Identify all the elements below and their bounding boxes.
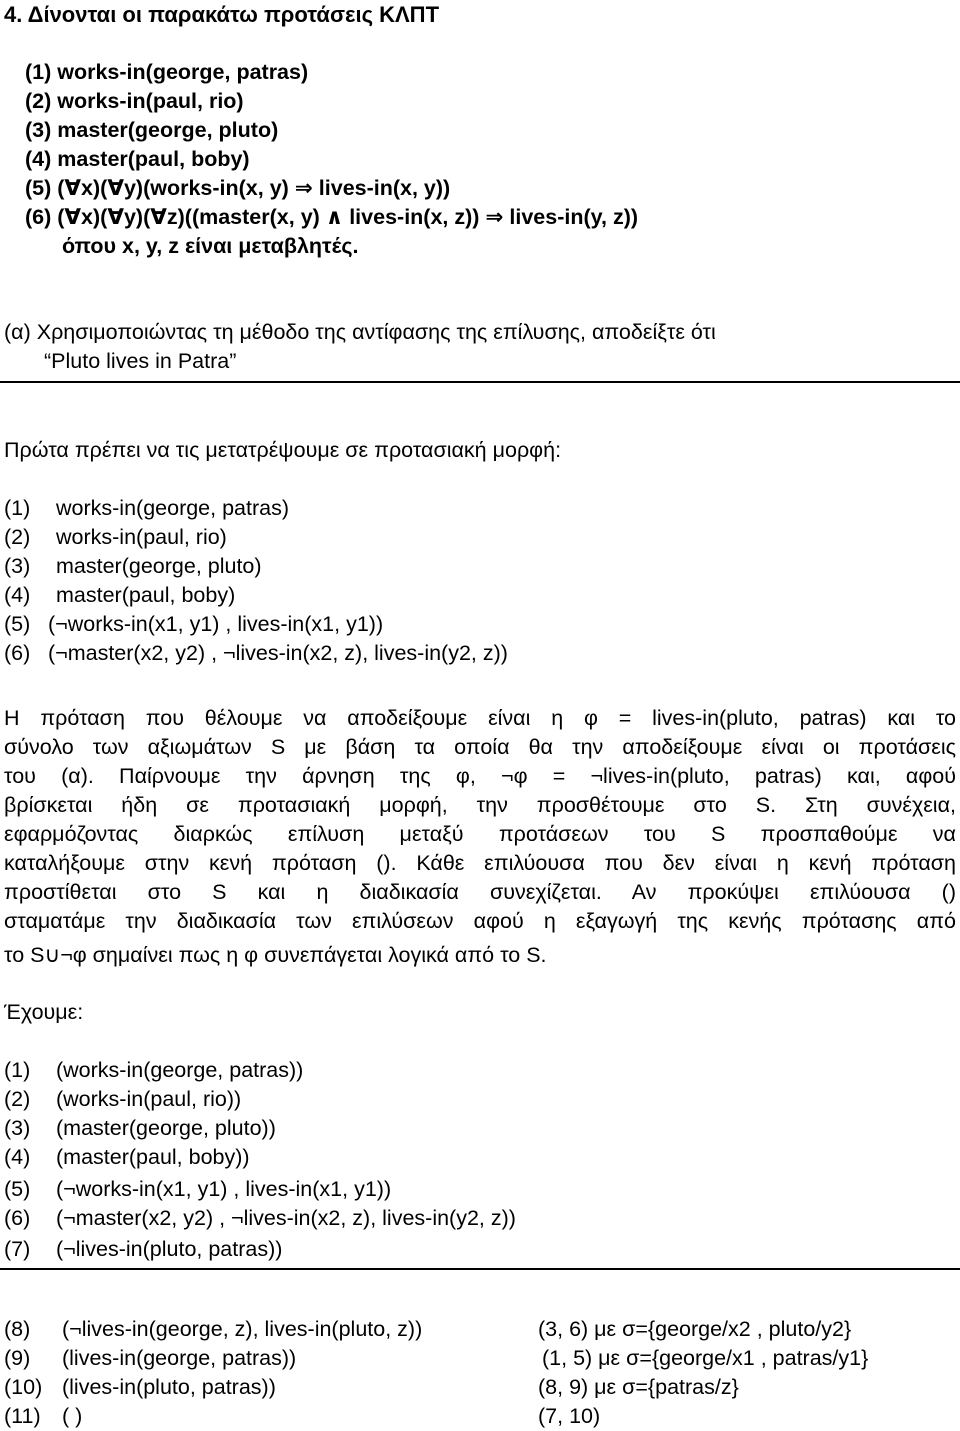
have-num: (3) [4, 1116, 31, 1140]
question-line-1: (α) Χρησιμοποιώντας τη μέθοδο της αντίφασης της επίλυσης, αποδείξτε ότι [4, 320, 716, 344]
clausal-text: master(george, pluto) [56, 554, 262, 578]
divider-top [0, 381, 960, 383]
have-num: (5) [4, 1177, 31, 1201]
have-text: (¬master(x2, y2) , ¬lives-in(x2, z), lives-in(y2, z)) [56, 1206, 516, 1230]
have-num: (4) [4, 1145, 31, 1169]
have-text: (master(george, pluto)) [56, 1116, 276, 1140]
have-text: (works-in(george, patras)) [56, 1058, 304, 1082]
explanation-line: εφαρμόζοντας διαρκώς επίλυση μεταξύ προτάσεων του S προσπαθούμε να [4, 822, 956, 846]
given-3: (3) master(george, pluto) [25, 118, 279, 142]
clausal-intro: Πρώτα πρέπει να τις μετατρέψουμε σε προτασιακή μορφή: [4, 438, 562, 462]
clausal-num: (6) [4, 641, 31, 665]
have-num: (2) [4, 1087, 31, 1111]
have-num: (1) [4, 1058, 31, 1082]
given-5: (5) (∀x)(∀y)(works-in(x, y) ⇒ lives-in(x, y)) [25, 176, 451, 200]
given-1: (1) works-in(george, patras) [25, 60, 309, 84]
step-source: (3, 6) με σ={george/x2 , pluto/y2} [538, 1317, 852, 1341]
have-text: (¬lives-in(pluto, patras)) [56, 1237, 283, 1261]
clausal-text: (¬works-in(x1, y1) , lives-in(x1, y1)) [48, 612, 384, 636]
step-text: (lives-in(pluto, patras)) [62, 1375, 276, 1399]
clausal-text: (¬master(x2, y2) , ¬lives-in(x2, z), lives-in(y2, z)) [48, 641, 508, 665]
clausal-num: (1) [4, 496, 31, 520]
explanation-line: βρίσκεται ήδη σε προτασιακή μορφή, την προσθέτουμε στο S. Στη συνέχεια, [4, 793, 956, 817]
step-num: (9) [4, 1346, 31, 1370]
step-text: (lives-in(george, patras)) [62, 1346, 297, 1370]
clausal-num: (2) [4, 525, 31, 549]
clausal-text: works-in(george, patras) [56, 496, 290, 520]
clausal-num: (4) [4, 583, 31, 607]
have-text: (works-in(paul, rio)) [56, 1087, 242, 1111]
clausal-num: (5) [4, 612, 31, 636]
exercise-title: 4. Δίνονται οι παρακάτω προτάσεις ΚΛΠΤ [4, 2, 440, 27]
have-text: (master(paul, boby)) [56, 1145, 250, 1169]
have-text: (¬works-in(x1, y1) , lives-in(x1, y1)) [56, 1177, 392, 1201]
step-source: (1, 5) με σ={george/x1 , patras/y1} [542, 1346, 869, 1370]
explanation-last-line: το S∪¬φ σημαίνει πως η φ συνεπάγεται λογικά από το S. [4, 943, 547, 967]
have-num: (6) [4, 1206, 31, 1230]
variables-note: όπου x, y, z είναι μεταβλητές. [62, 234, 359, 258]
have-intro: Έχουμε: [4, 1000, 84, 1024]
step-num: (8) [4, 1317, 31, 1341]
step-source: (7, 10) [538, 1404, 601, 1428]
explanation-line: προστίθεται στο S και η διαδικασία συνεχίζεται. Αν προκύψει επιλύουσα () [4, 880, 956, 904]
explanation-line: σταματάμε την διαδικασία των επιλύσεων αφού η εξαγωγή της κενής πρότασης από [4, 909, 956, 933]
explanation-line: του (α). Παίρνουμε την άρνηση της φ, ¬φ = ¬lives-in(pluto, patras) και, αφού [4, 764, 956, 788]
explanation-line: σύνολο των αξιωμάτων S με βάση τα οποία θα την αποδείξουμε είναι οι προτάσεις [4, 735, 956, 759]
clausal-text: works-in(paul, rio) [56, 525, 227, 549]
have-num: (7) [4, 1237, 31, 1261]
divider-bottom [0, 1268, 960, 1270]
clausal-num: (3) [4, 554, 31, 578]
question-line-2: “Pluto lives in Patra” [44, 349, 237, 373]
given-2: (2) works-in(paul, rio) [25, 89, 244, 113]
explanation-line: καταλήξουμε στην κενή πρόταση (). Κάθε επιλύουσα που δεν είναι η κενή πρόταση [4, 851, 956, 875]
given-4: (4) master(paul, boby) [25, 147, 250, 171]
step-source: (8, 9) με σ={patras/z} [538, 1375, 739, 1399]
step-text: (¬lives-in(george, z), lives-in(pluto, z)) [62, 1317, 423, 1341]
step-text: ( ) [62, 1404, 83, 1428]
explanation-line: Η πρόταση που θέλουμε να αποδείξουμε είναι η φ = lives-in(pluto, patras) και το [4, 706, 956, 730]
step-num: (10) [4, 1375, 43, 1399]
given-6: (6) (∀x)(∀y)(∀z)((master(x, y) ∧ lives-in(x, z)) ⇒ lives-in(y, z)) [25, 205, 639, 229]
step-num: (11) [4, 1404, 41, 1428]
clausal-text: master(paul, boby) [56, 583, 236, 607]
